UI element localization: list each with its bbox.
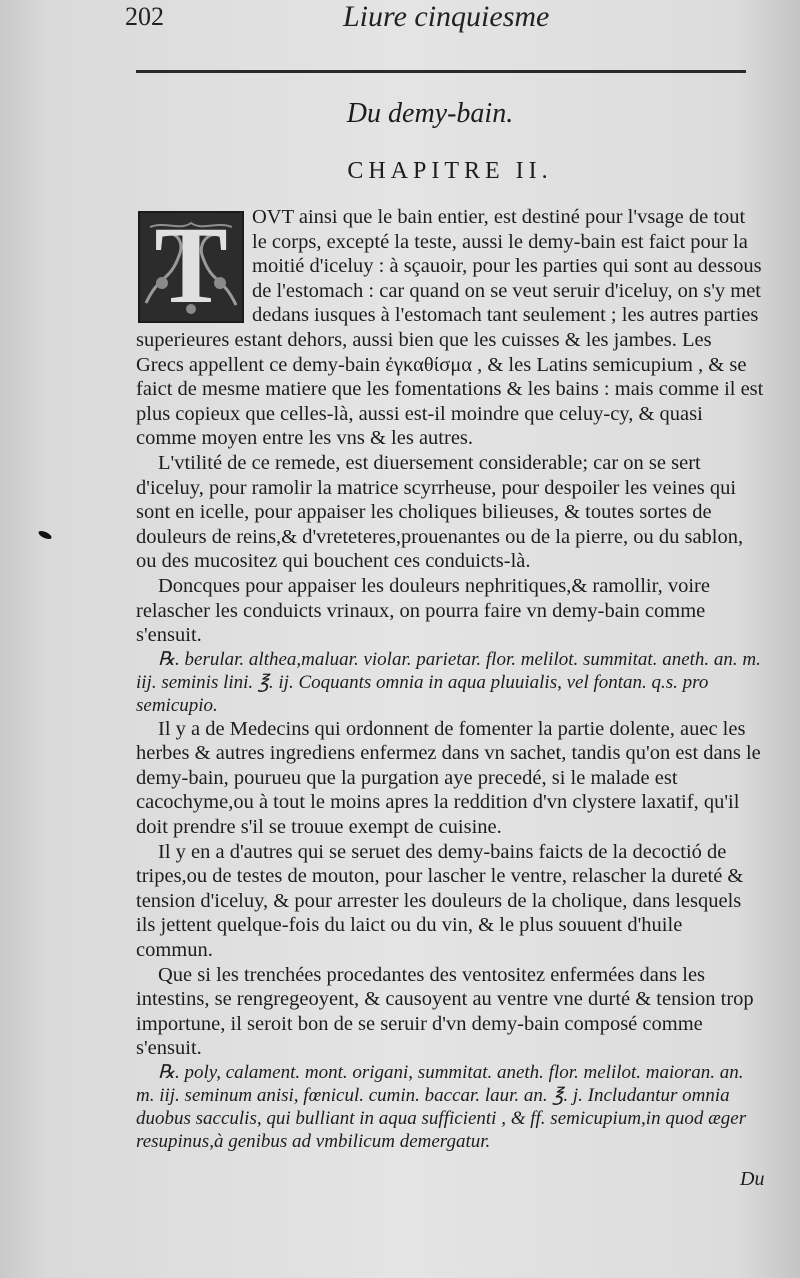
paragraph-3: Doncques pour appaiser les douleurs nephritiques,& ramollir, voire relascher les conduicts vrinaux, on pourra faire vn demy-bain comme s'ensuit. <box>136 574 710 647</box>
paragraph-5: Il y en a d'autres qui se seruet des demy-bains faicts de la decoctió de tripes,ou de testes de mouton, pour lascher le ventre, relascher la dureté & tension d'iceluy, & pour arrester les douleurs de la cholique, dans lesquels ils jettent quelque-fois du laict ou du vin, & le plus souuent d'huile commun. <box>136 840 744 962</box>
paragraph-4: Il y a de Medecins qui ordonnent de fomenter la partie dolente, auec les herbes & autres ingrediens enfermez dans vn sachet, tandis qu'on est dans le demy-bain, pourueu que la purgation aye precedé, si le malade est cacochyme,ou à tout le moins apres la reddition d'vn clystere laxatif, qu'il doit prendre s'il se trouue exempt de cuisine. <box>136 717 761 839</box>
paragraph-6: Que si les trenchées procedantes des ventositez enfermées dans les intestins, se rengregeoyent, & causoyent au ventre vne durté & tension trop importune, il seroit bon de se seruir d'vn demy-bain composé comme s'ensuit. <box>136 963 754 1060</box>
catchword: Du <box>740 1168 765 1190</box>
page-number: 202 <box>125 2 164 31</box>
drop-cap-letter: T <box>154 204 228 326</box>
running-head <box>125 2 740 36</box>
paragraph-2: L'vtilité de ce remede, est diuersement considerable; car on se sert d'iceluy, pour ramolir la matrice scyrrheuse, pour despoiler les veines qui sont en icelle, pour appaiser les choliques bilieuses, & toutes sortes de douleurs de reins,& d'vreteteres,prouenantes ou de la pierre, ou du sablon, ou des mucositez qui bouchent ces conduicts-là. <box>136 451 744 573</box>
chapter-title: CHAPITRE II. <box>347 158 553 184</box>
recipe-1: ℞. berular. althea,maluar. violar. parietar. flor. melilot. summitat. aneth. an. m. iij. seminis lini. ℥. ij. Coquants omnia in aqua pluuialis, vel fontan. q.s. pro semicupio. <box>136 648 761 716</box>
book-title: Liure cinquiesme <box>343 0 550 33</box>
recipe-2: ℞. poly, calament. mont. origani, summitat. aneth. flor. melilot. maioran. an. m. iij. seminum anisi, fœnicul. cumin. baccar. laur. an. ℥. j. Includantur omnia duobus sacculis, qui bulliant in aqua sufficienti , & ff. semicupium,in quod æger resupinus,à genibus ad vmbilicum demergatur. <box>136 1062 747 1152</box>
header-rule <box>136 70 746 73</box>
body-text <box>136 205 764 1153</box>
paragraph-1: OVT ainsi que le bain entier, est destiné pour l'vsage de tout le corps, excepté la teste, aussi le demy-bain est faict pour la moitié d'iceluy : à sçauoir, pour les parties qui sont au dessous de l'estomach : car quand on se veut seruir d'iceluy, on s'y met dedans iusques à l'estomach tant seulement ; les autres parties superieures estant dehors, aussi bien que les cuisses & les jambes. Les Grecs appellent ce demy-bain ἐγκαθίσμα , & les Latins semicupium , & se faict de mesme matiere que les fomentations & les bains : mais comme il est plus copieux que celles-là, aussi est-il moindre que celuy-cy, & quasi comme moyen entre les vns & les autres. <box>136 206 764 450</box>
decorated-initial <box>138 204 244 326</box>
ink-blot <box>37 529 52 540</box>
section-title: Du demy-bain. <box>346 98 514 129</box>
